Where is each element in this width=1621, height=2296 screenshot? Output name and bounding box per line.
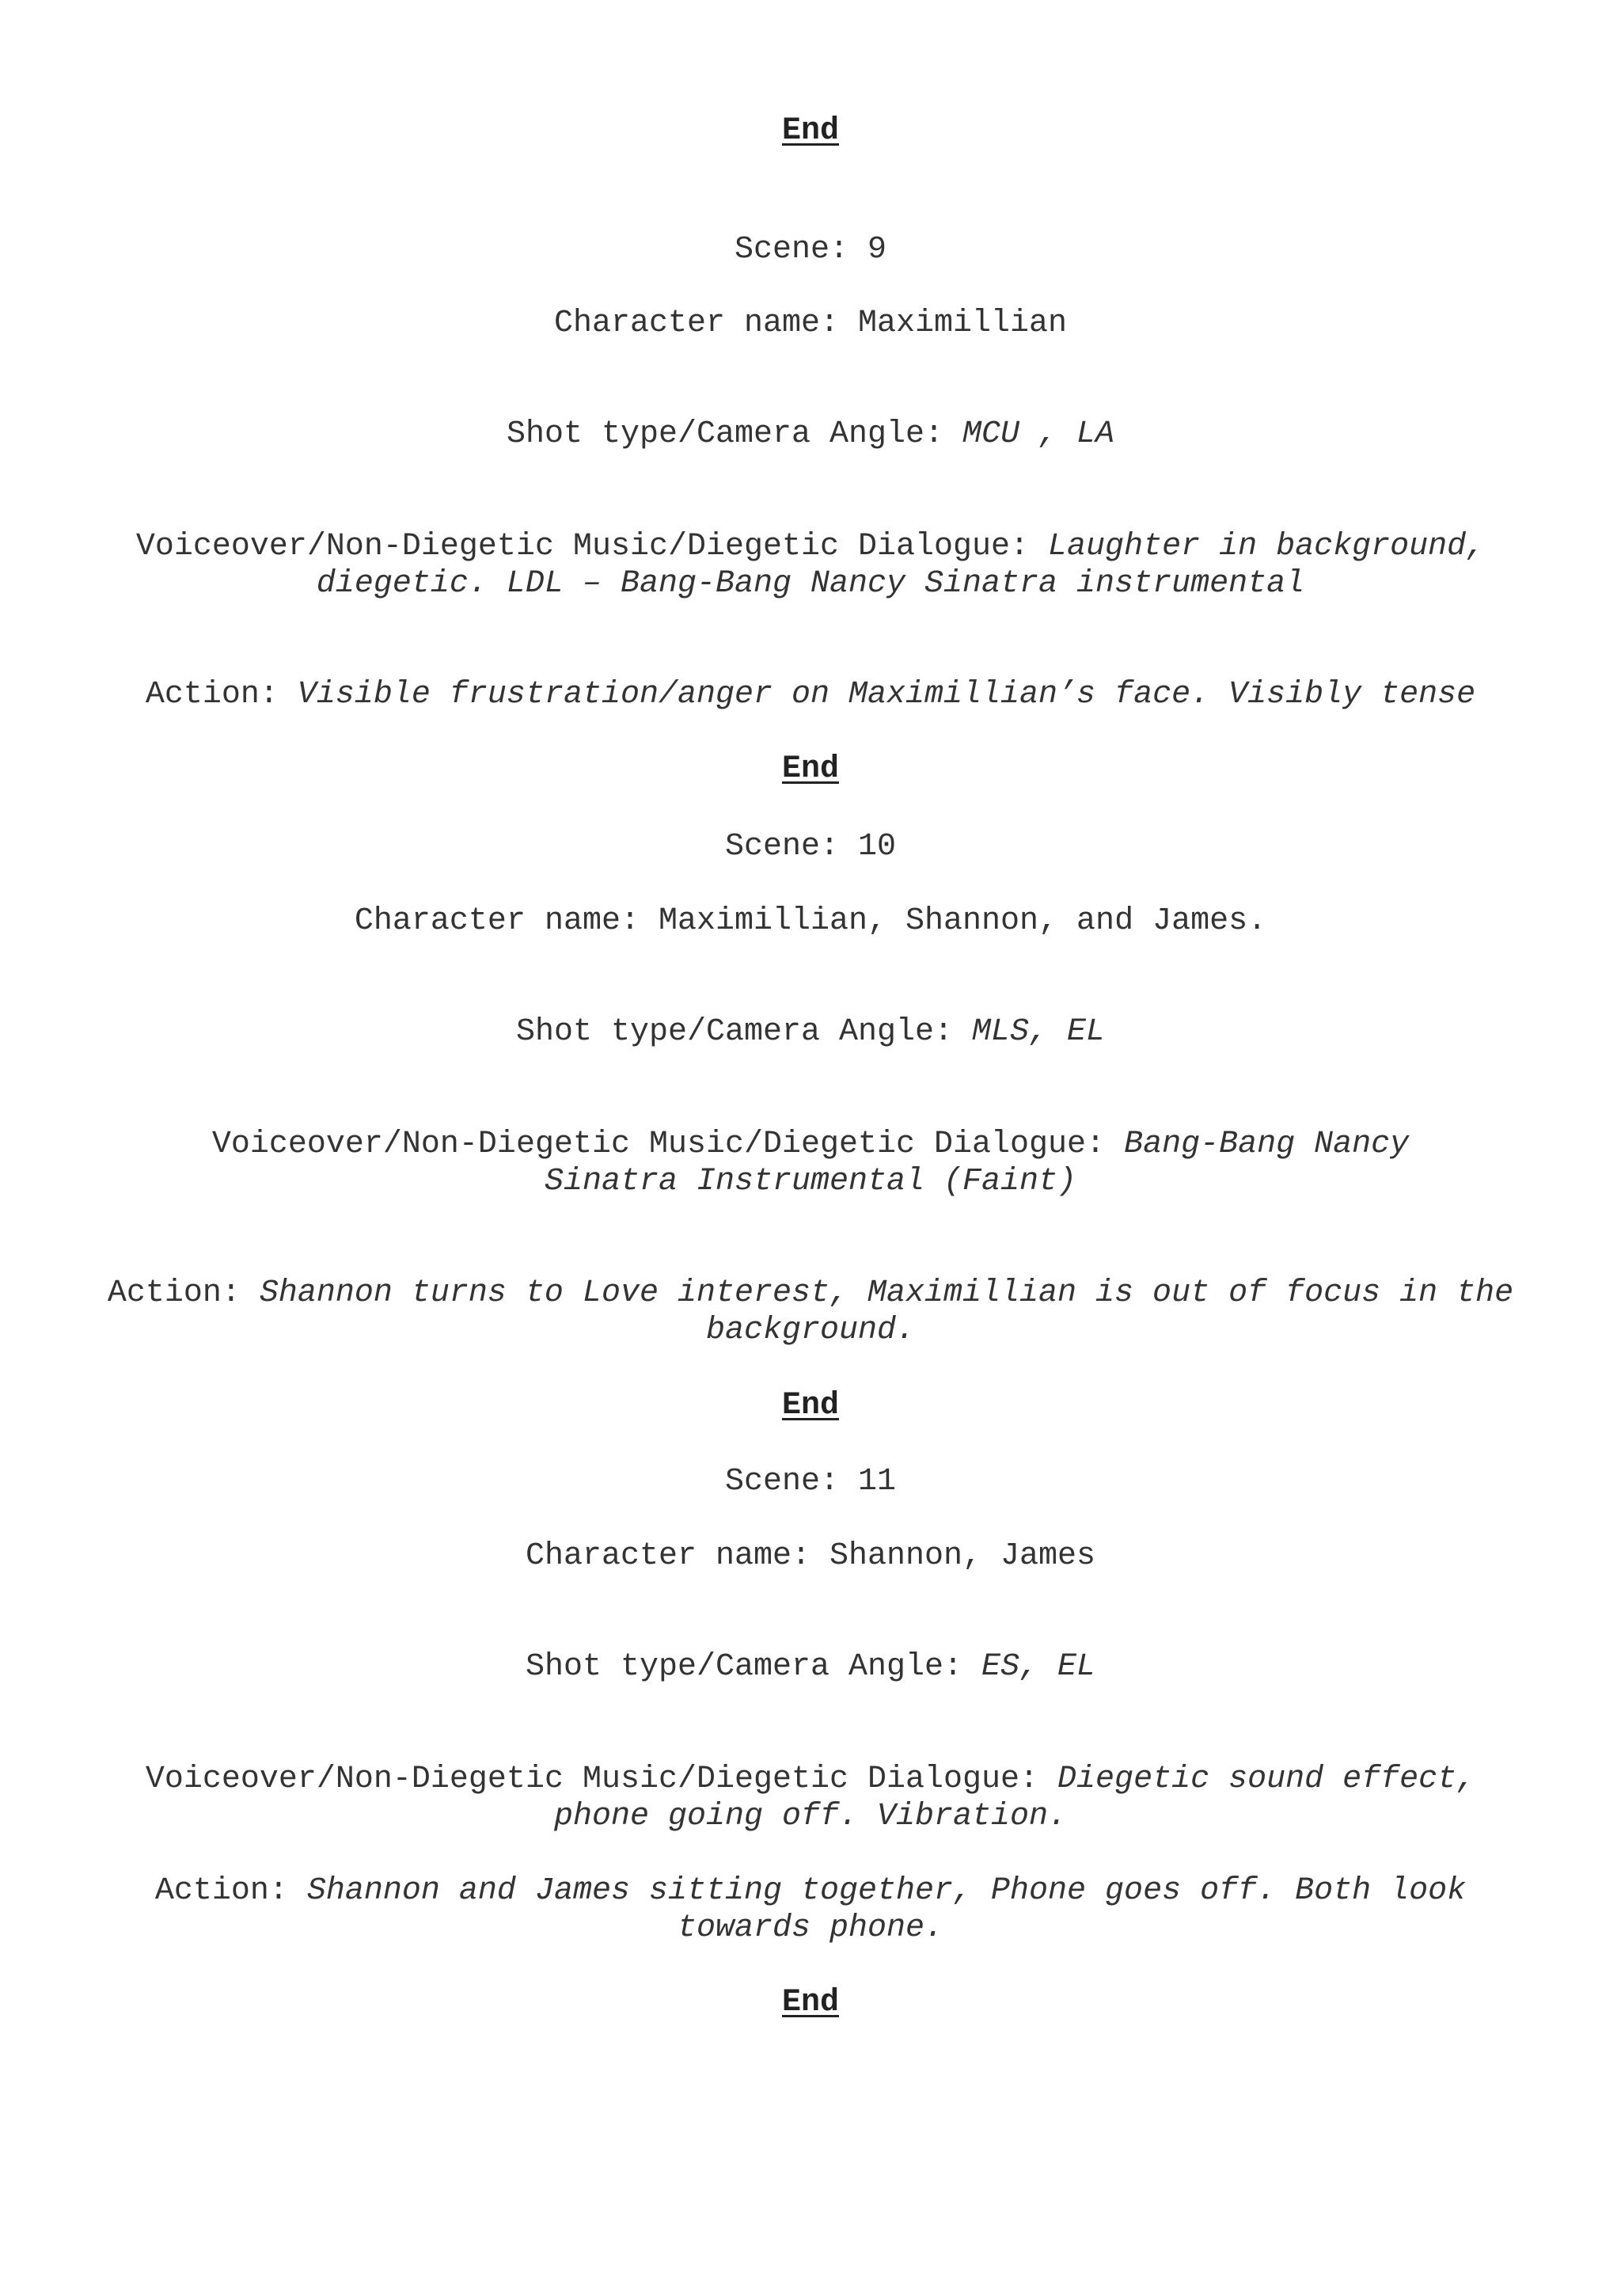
audio-value-11: Diegetic sound effect, phone going off. Vibration. [553,1762,1476,1834]
shot-value-11: ES, EL [981,1649,1096,1685]
character-name-9: Character name: Maximillian [553,306,1068,341]
end-marker-10: End [781,1388,839,1424]
audio-value-9: Laughter in background, diegetic. LDL – Bang-Bang Nancy Sinatra instrumental [316,529,1486,602]
end-marker-11: End [781,1985,839,2020]
scene-number-9: Scene: 9 [734,232,887,268]
shot-type-11 [87,1648,1534,1686]
shot-type-10 [87,1013,1534,1051]
audio-label-10: Voiceover/Non-Diegetic Music/Diegetic Dialogue: [211,1127,1125,1162]
action-label-9: Action: [145,677,298,713]
action-value-9: Visible frustration/anger on Maximillian’s face. Visibly tense [297,677,1476,713]
action-value-11: Shannon and James sitting together, Phone goes off. Both look towards phone. [306,1873,1467,1946]
audio-label-11: Voiceover/Non-Diegetic Music/Diegetic Dialogue: [145,1762,1058,1797]
shot-value-10: MLS, EL [972,1014,1106,1050]
action-label-11: Action: [154,1873,307,1909]
shot-value-9: MCU , LA [962,416,1115,452]
action-9 [87,676,1534,713]
audio-9 [87,528,1534,603]
audio-value-10: Bang-Bang Nancy Sinatra Instrumental (Faint) [544,1127,1410,1199]
action-10 [95,1275,1526,1349]
character-name-11: Character name: Shannon, James [525,1538,1096,1574]
shot-type-9 [87,416,1534,453]
audio-10 [186,1126,1435,1200]
action-value-10: Shannon turns to Love interest, Maximillian is out of focus in the background. [259,1275,1514,1348]
scene-number-10: Scene: 10 [724,829,897,865]
scene-number-11: Scene: 11 [724,1464,897,1500]
character-name-10: Character name: Maximillian, Shannon, and James. [354,903,1267,939]
end-marker-9: End [781,751,839,787]
audio-11 [95,1761,1526,1835]
action-11 [103,1872,1518,1947]
shot-label-9: Shot type/Camera Angle: [506,416,963,452]
audio-label-9: Voiceover/Non-Diegetic Music/Diegetic Dialogue: [135,529,1049,564]
shot-label-10: Shot type/Camera Angle: [515,1014,973,1050]
shot-label-11: Shot type/Camera Angle: [525,1649,982,1685]
action-label-10: Action: [107,1275,260,1311]
end-marker-top: End [781,113,839,149]
